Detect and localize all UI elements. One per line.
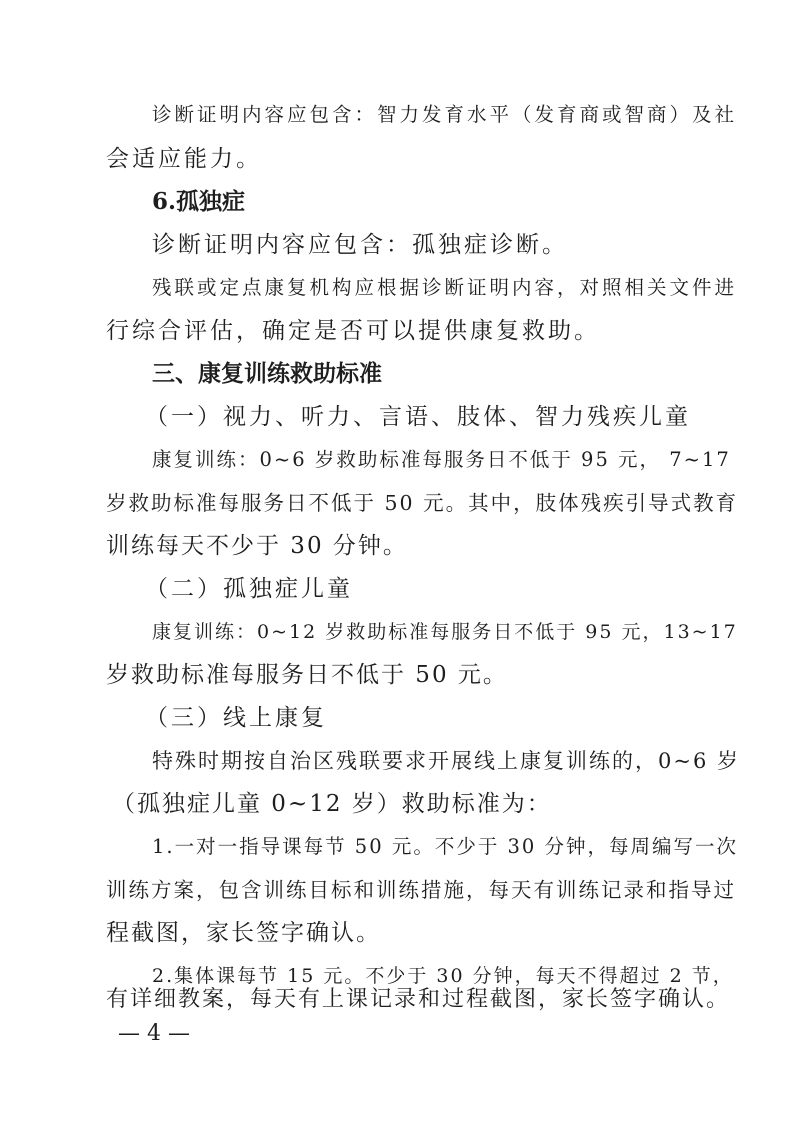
paragraph-line: 诊断证明内容应包含：智力发育水平（发育商或智商）及社	[152, 103, 738, 126]
page-number: — 4 —	[118, 1021, 190, 1046]
paragraph-line: 岁救助标准每服务日不低于 50 元。	[106, 662, 508, 688]
paragraph-line: 行综合评估，确定是否可以提供康复救助。	[106, 318, 600, 344]
paragraph-line: 岁救助标准每服务日不低于 50 元。其中，肢体残疾引导式教育	[106, 491, 739, 515]
subsection-heading: （三）线上康复	[145, 705, 327, 731]
paragraph-line: 1.一对一指导课每节 50 元。不少于 30 分钟，每周编写一次	[152, 835, 739, 858]
paragraph-line: 训练方案，包含训练目标和训练措施，每天有训练记录和指导过	[106, 878, 736, 902]
paragraph-line: 会适应能力。	[106, 146, 262, 172]
subsection-heading: （一）视力、听力、言语、肢体、智力残疾儿童	[145, 404, 691, 430]
paragraph-line: 特殊时期按自治区残联要求开展线上康复训练的，0~6 岁	[152, 749, 740, 773]
paragraph-line: （孤独症儿童 0~12 岁）救助标准为：	[112, 791, 552, 817]
paragraph-line: 康复训练：0~6 岁救助标准每服务日不低于 95 元， 7~17	[152, 448, 731, 471]
section-heading: 三、康复训练救助标准	[152, 360, 382, 387]
paragraph-line: 康复训练：0~12 岁救助标准每服务日不低于 95 元，13~17	[152, 621, 738, 643]
paragraph-line: 程截图，家长签字确认。	[106, 920, 381, 946]
section-heading: 6.孤独症	[152, 188, 246, 215]
paragraph-line: 诊断证明内容应包含：孤独症诊断。	[152, 232, 568, 258]
subsection-heading: （二）孤独症儿童	[145, 576, 353, 602]
paragraph-line: 有详细教案，每天有上课记录和过程截图，家长签字确认。	[106, 987, 731, 1012]
paragraph-line: 残联或定点康复机构应根据诊断证明内容，对照相关文件进	[152, 276, 738, 299]
paragraph-line: 训练每天不少于 30 分钟。	[106, 533, 408, 559]
paragraph-line: 2.集体课每节 15 元。不少于 30 分钟，每天不得超过 2 节，	[152, 965, 734, 987]
